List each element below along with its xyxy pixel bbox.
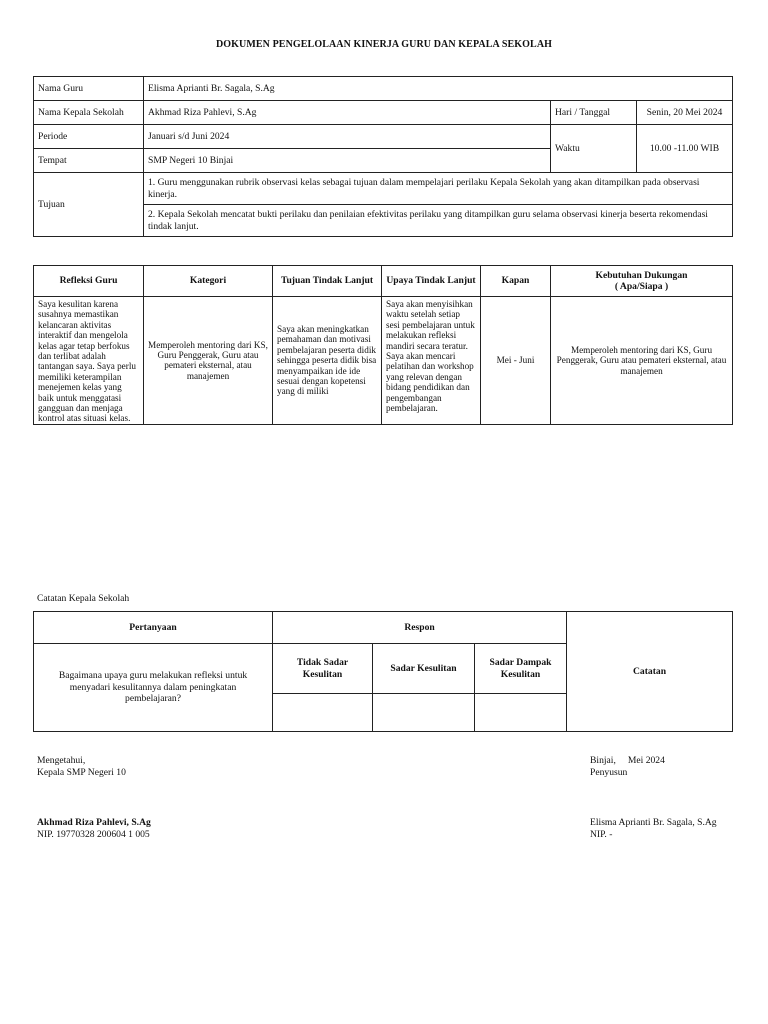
refleksi-header: Refleksi Guru (34, 266, 144, 297)
kebutuhan-cell: Memperoleh mentoring dari KS, Guru Penggerak, Guru atau pemateri eksternal, atau manajemen (551, 297, 733, 425)
kebutuhan-header-line-2: ( Apa/Siapa ) (614, 281, 669, 292)
kebutuhan-header (551, 266, 733, 297)
option-sadar-dampak: Sadar Dampak Kesulitan (475, 644, 567, 694)
response-cell-2 (373, 694, 475, 732)
tujuan-item-1: 1. Guru menggunakan rubrik observasi kelas sebagai tujuan dalam mempelajari perilaku Kepala Sekolah yang akan ditampilkan pada observasi kinerja. (144, 173, 733, 205)
upaya-cell: Saya akan menyisihkan waktu setelah setiap sesi pembelajaran untuk melakukan refleksi mandiri secara teratur. Saya akan mencari pelatihan dan workshop yang relevan dengan bidang pendidikan dan pengembangan pembelajaran. (382, 297, 481, 425)
tujuan-label: Tujuan (34, 173, 144, 237)
nama-guru-value: Elisma Aprianti Br. Sagala, S.Ag (144, 77, 733, 101)
kategori-header: Kategori (144, 266, 273, 297)
hari-value: Senin, 20 Mei 2024 (637, 101, 733, 125)
tempat-value: SMP Negeri 10 Binjai (144, 149, 551, 173)
penyusun-text: Penyusun (590, 767, 628, 778)
tempat-label: Tempat (34, 149, 144, 173)
periode-value: Januari s/d Juni 2024 (144, 125, 551, 149)
notes-table (33, 611, 733, 732)
kapan-cell: Mei - Juni (481, 297, 551, 425)
guru-name: Elisma Aprianti Br. Sagala, S.Ag (590, 817, 717, 828)
waktu-value: 10.00 -11.00 WIB (637, 125, 733, 173)
guru-nip: NIP. - (590, 829, 613, 840)
info-table (33, 76, 733, 237)
waktu-label: Waktu (551, 125, 637, 173)
option-sadar: Sadar Kesulitan (373, 644, 475, 694)
option-tidak-sadar: Tidak Sadar Kesulitan (273, 644, 373, 694)
response-cell-1 (273, 694, 373, 732)
kepsek-title: Kepala SMP Negeri 10 (37, 767, 126, 778)
plan-table (33, 265, 733, 425)
signature-right-name (590, 817, 717, 841)
place-date: Binjai, Mei 2024 (590, 755, 665, 766)
signature-right (590, 755, 665, 779)
kepsek-value: Akhmad Riza Pahlevi, S.Ag (144, 101, 551, 125)
tujuan-item-2: 2. Kepala Sekolah mencatat bukti perilaku dan penilaian efektivitas perilaku yang ditampilkan guru selama observasi kinerja beserta rekomendasi tindak lanjut. (144, 205, 733, 237)
kapan-header: Kapan (481, 266, 551, 297)
tujuan-cell: Saya akan meningkatkan pemahaman dan motivasi pembelajaran peserta didik sehingga peserta didik bisa menyampaikan ide ide sesuai dengan kopetensi yang di miliki (273, 297, 382, 425)
kepsek-label: Nama Kepala Sekolah (34, 101, 144, 125)
refleksi-cell: Saya kesulitan karena susahnya memastikan kelancaran aktivitas interaktif dan mengelola kelas agar tetap berfokus dan terlibat adalah tantangan saya. Saya perlu memiliki keterampilan menejemen kelas yang baik untuk menggatasi gangguan dan menjaga kontrol atas situasi kelas. (34, 297, 144, 425)
response-cell-3 (475, 694, 567, 732)
kepsek-name: Akhmad Riza Pahlevi, S.Ag (37, 817, 151, 828)
hari-label: Hari / Tanggal (551, 101, 637, 125)
tujuan-header: Tujuan Tindak Lanjut (273, 266, 382, 297)
signature-left (37, 755, 126, 779)
table-row (34, 297, 733, 425)
signature-left-name (37, 817, 151, 841)
upaya-header: Upaya Tindak Lanjut (382, 266, 481, 297)
catatan-label: Catatan Kepala Sekolah (37, 593, 130, 604)
respon-header: Respon (273, 612, 567, 644)
kepsek-nip: NIP. 19770328 200604 1 005 (37, 829, 150, 840)
mengetahui-text: Mengetahui, (37, 755, 86, 766)
kategori-cell: Memperoleh mentoring dari KS, Guru Penggerak, Guru atau pemateri eksternal, atau manajemen (144, 297, 273, 425)
question-cell: Bagaimana upaya guru melakukan refleksi untuk menyadari kesulitannya dalam peningkatan pembelajaran? (34, 644, 273, 732)
document-title: DOKUMEN PENGELOLAAN KINERJA GURU DAN KEPALA SEKOLAH (215, 39, 553, 50)
periode-label: Periode (34, 125, 144, 149)
kebutuhan-header-line-1: Kebutuhan Dukungan (595, 269, 688, 281)
pertanyaan-header: Pertanyaan (34, 612, 273, 644)
catatan-header: Catatan (567, 612, 733, 732)
nama-guru-label: Nama Guru (34, 77, 144, 101)
